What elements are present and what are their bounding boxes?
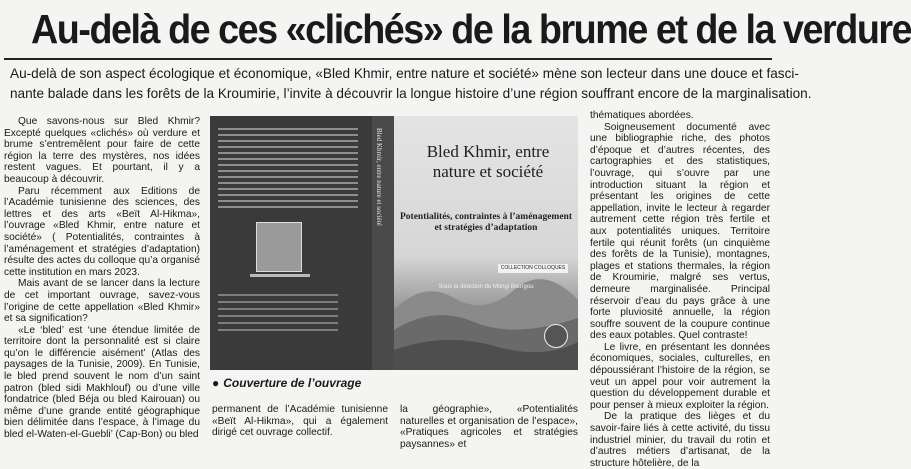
book-title: Bled Khmir, entre nature et société <box>426 142 550 181</box>
chapeau-line-1: Au-delà de son aspect écologique et économique, «Bled Khmir, entre nature et société» mène son lecteur dans une douce et fasci- <box>10 66 799 81</box>
book-front-cover <box>394 116 578 370</box>
paragraph: De la pratique des lièges et du savoir-faire liés à cette activité, du tissu industriel minier, du travail du rotin et d’autres métiers d’artisanat, de la structure hôtelière, de la <box>590 411 770 469</box>
column-4 <box>590 110 770 469</box>
book-subtitle: Potentialités, contraintes à l’aménagement et stratégies d’adaptation <box>399 212 573 233</box>
image-caption <box>212 376 361 390</box>
book-cover-image <box>210 116 578 370</box>
author-photo <box>256 222 302 272</box>
paragraph: Paru récemment aux Editions de l’Académie tunisienne des sciences, des lettres et des arts «Beït Al-Hikma», l’ouvrage «Bled Khmir, entre nature et société» ( Potentialités, contraintes à l’aménagement et stratégies d’adaptation) résulte des actes du colloque qu’a organisé cette institution en mars 2023. <box>4 185 200 278</box>
paragraph: Le livre, en présentant les données économiques, sociales, culturelles, en dépoussiérant l’histoire de la région, se veut un appel pour voir autrement la question du développement durable et pour penser à mieux exploiter la région. <box>590 341 770 411</box>
publisher-logo-icon <box>544 324 568 348</box>
book-spine <box>372 116 394 370</box>
back-cover-info-lines <box>218 294 338 336</box>
headline-rule <box>4 58 772 60</box>
paragraph: Mais avant de se lancer dans la lecture de cet important ouvrage, savez-vous l’origine de cette appellation «Bled Khmir» et sa signification? <box>4 278 200 325</box>
caption-text: Couverture de l’ouvrage <box>223 376 362 390</box>
column-3-bottom <box>400 404 578 450</box>
bullet-icon: ● <box>212 376 220 390</box>
paragraph: Que savons-nous sur Bled Khmir? Excepté quelques «clichés» où verdure et brume s’entremêlent pour faire de cette région la terre des mystères, nos idées restent vagues. Et pourtant, il y a beaucoup à découvrir. <box>4 116 200 185</box>
collection-label: COLLECTION COLLOQUES <box>498 264 568 273</box>
chapeau-line-2: nante balade dans les forêts de la Kroumirie, l’invite à découvrir la longue histoire d’une région souffrant encore de la marginalisation. <box>10 86 812 101</box>
paragraph: thématiques abordées. <box>590 110 694 121</box>
paragraph: la géographie», «Potentialités naturelles et organisation de l’espace», «Pratiques agricoles et stratégies paysannes» et <box>400 404 578 450</box>
paragraph: «Le ‘bled’ est ‘une étendue limitée de territoire dont la personnalité est si claire qu’on le différencie aisément’ (Atlas des paysages de la Tunisie, 2009). En Tunisie, le bled prend souvent le nom d’un saint patron (bled sidi Makhlouf) ou d’une ville fondatrice (bled Béja ou bled Kairouan) ou même d’une grande entité géographique bien délimitée dans l’espace, à l’image du bled el-Waten-el-Guebli’ (Cap-Bon) ou bled <box>4 324 200 441</box>
book-back-cover <box>210 116 372 370</box>
book-direction: Sous la direction de Mongi Bourgou <box>438 284 534 290</box>
author-name-line <box>250 274 310 277</box>
column-1 <box>4 116 200 441</box>
spine-title: Bled Khmir, entre nature et société <box>375 128 383 226</box>
back-cover-text-lines <box>218 128 358 212</box>
paragraph: permanent de l’Académie tunisienne «Beït Al-Hikma», qui a également dirigé cet ouvrage collectif. <box>212 404 388 439</box>
paragraph: Soigneusement documenté avec une bibliographie riche, des photos d’époque et d’autres récentes, des cartographies et des statistiques, l’ouvrage, qui s’ouvre par une introduction situant la région et présentant les origines de cette appellation, invite le lecteur à regarder autrement cette région très fertile et aux potentialités uniques. Territoire fertile qui réunit forêts (un cinquième des forêts de la Tunisie), montagnes, plages et stations thermales, la région de Kroumirie, malgré ses vertus, demeure marginalisée. Principal réservoir d’eau du pays grâce à une forte pluviosité annuelle, la région souffre souvent de la coupure continue des eaux potables. Quel contraste! <box>590 121 770 342</box>
chapeau <box>10 64 812 104</box>
column-2-bottom <box>212 404 388 439</box>
headline: Au-delà de ces «clichés» de la brume et de la verdure <box>31 6 911 52</box>
